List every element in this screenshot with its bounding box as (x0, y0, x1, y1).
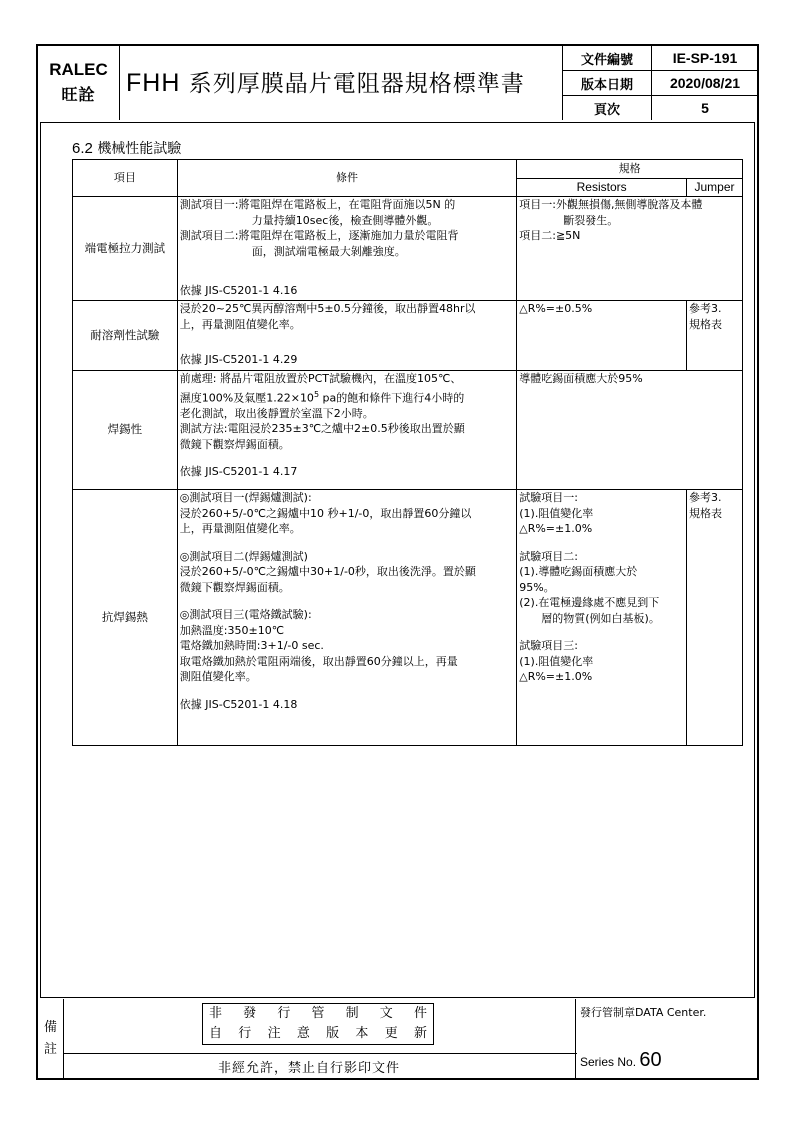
cond-exponent: 5 (313, 389, 320, 399)
cond-reference: 依據 JIS-C5201-1 4.16 (179, 284, 298, 297)
col-header-resistors: Resistors (517, 178, 687, 197)
row-spec: 導體吃錫面積應大於95% (517, 371, 743, 490)
test-spec-table (72, 159, 743, 746)
stamp-char: 版 (326, 1026, 340, 1041)
spec-line: (2).在電極邊緣處不應見到下 (519, 596, 660, 609)
spec-line: 斷裂發生。 (563, 213, 619, 227)
stamp-char: 發 (243, 1006, 257, 1021)
table-row (73, 490, 743, 746)
remarks-char: 備 (43, 1020, 57, 1035)
spec-line: 試驗項目二: (519, 549, 578, 563)
spec-line: 參考3. (689, 491, 722, 504)
stamp-char: 行 (277, 1006, 291, 1021)
spec-line: (1).阻值變化率 (519, 506, 594, 520)
meta-page-value: 5 (701, 100, 709, 116)
stamp-char: 新 (413, 1026, 427, 1041)
row-spec-resistors: △R%=±0.5% (517, 301, 687, 371)
spec-line: 規格表 (689, 317, 723, 331)
stamp-char: 意 (296, 1026, 310, 1041)
section-number: 6.2 (72, 140, 93, 157)
cond-line: 面，測試端電極最大剝離強度。 (251, 244, 406, 258)
stamp-char: 非 (209, 1006, 223, 1021)
cond-line: 微鏡下觀察焊錫面積。 (179, 580, 290, 594)
stamp-char: 行 (238, 1026, 252, 1041)
cond-text: pa的飽和條件下進行4小時的 (319, 391, 465, 405)
meta-date-value: 2020/08/21 (652, 71, 759, 96)
col-header-item: 項目 (73, 160, 178, 197)
row-spec-jumper (687, 301, 743, 371)
spec-line: 試驗項目三: (519, 639, 578, 652)
cond-line: 測試方法:電阻浸於235±3℃之爐中2±0.5秒後取出置於顯 (179, 422, 465, 436)
stamp-line (203, 1004, 433, 1024)
meta-date-label: 版本日期 (563, 71, 652, 96)
cond-line: 上，再量測阻值變化率。 (179, 317, 301, 331)
document-meta (562, 46, 758, 120)
company-logo (38, 46, 120, 120)
spec-line: 95%。 (519, 580, 555, 594)
stamp-line (203, 1024, 433, 1044)
stamp-char: 自 (209, 1026, 223, 1041)
stamp-char: 文 (379, 1006, 393, 1021)
document-title (120, 46, 562, 120)
stamp-char: 本 (355, 1026, 369, 1041)
row-condition (177, 301, 516, 371)
series-value: 60 (639, 1049, 662, 1071)
document-header (38, 46, 757, 120)
row-spec-resistors (517, 490, 687, 746)
row-condition (177, 490, 516, 746)
row-spec (517, 197, 743, 301)
spec-line: (1).導體吃錫面積應大於 (519, 565, 638, 578)
spec-line: (1).阻值變化率 (519, 654, 594, 668)
row-item: 耐溶劑性試驗 (73, 301, 178, 371)
remarks-char: 註 (43, 1042, 57, 1057)
publisher-label: 發行管制章DATA Center. (580, 1006, 707, 1019)
stamp-char: 管 (311, 1006, 325, 1021)
spec-line: △R%=±1.0% (519, 670, 593, 683)
cond-line: 老化測試，取出後靜置於室溫下2小時。 (179, 406, 374, 420)
footer-divider (63, 1053, 577, 1054)
title-text: 系列厚膜晶片電阻器規格標準書 (188, 71, 525, 97)
table-row (73, 371, 743, 490)
cond-reference: 依據 JIS-C5201-1 4.29 (179, 353, 298, 366)
meta-doc-no-value: IE-SP-191 (652, 46, 759, 71)
table-row (73, 301, 743, 371)
spec-line: △R%=±1.0% (519, 522, 593, 535)
cond-line: 浸於20~25℃異丙醇溶劑中5±0.5分鐘後，取出靜置48hr以 (179, 302, 476, 315)
col-header-jumper: Jumper (687, 178, 743, 197)
cond-line: 浸於260+5/-0℃之錫爐中10 秒+1/-0，取出靜置60分鐘以 (179, 506, 472, 520)
cond-line: ◎測試項目一(焊錫爐測試): (179, 491, 312, 504)
col-header-condition: 條件 (177, 160, 516, 197)
meta-page-label: 頁次 (563, 96, 652, 121)
meta-doc-no-label: 文件編號 (563, 46, 652, 71)
section-heading (72, 138, 181, 158)
cond-line: 力量持續10sec後，檢查側導體外觀。 (251, 213, 439, 227)
document-footer (38, 999, 757, 1078)
cond-reference: 依據 JIS-C5201-1 4.17 (179, 465, 298, 479)
cond-text: 濕度100%及氣壓1.22×10 (179, 391, 314, 405)
stamp-char: 件 (413, 1006, 427, 1021)
company-name-en: RALEC (49, 60, 108, 79)
cond-line: ◎測試項目三(電烙鐵試驗): (179, 608, 312, 621)
cond-line: 測試項目一:將電阻焊在電路板上，在電阻背面施以5N 的 (179, 198, 456, 211)
series-label: Series No. (580, 1055, 637, 1069)
cond-line: ◎測試項目二(焊錫爐測試) (179, 549, 308, 563)
section-title: 機械性能試驗 (97, 141, 182, 157)
stamp-char: 注 (267, 1026, 281, 1041)
cond-reference: 依據 JIS-C5201-1 4.18 (179, 697, 298, 711)
spec-line: 項目一:外觀無損傷,無側導脫落及本體 (519, 198, 703, 211)
control-stamp (202, 1003, 434, 1045)
series-number (580, 1049, 662, 1072)
cond-line: 測阻值變化率。 (179, 670, 257, 683)
cond-line: 測試項目二:將電阻焊在電路板上，逐漸施加力量於電阻背 (179, 229, 459, 242)
spec-line: 層的物質(例如白基板)。 (541, 611, 660, 625)
company-name-zh: 旺詮 (61, 85, 96, 104)
spec-line: 試驗項目一: (519, 491, 578, 504)
row-item: 焊錫性 (73, 371, 178, 490)
spec-line: 參考3. (689, 302, 722, 315)
row-condition (177, 197, 516, 301)
row-spec-jumper (687, 490, 743, 746)
row-condition (177, 371, 516, 490)
cond-line: 上，再量測阻值變化率。 (179, 522, 301, 535)
col-header-spec: 規格 (517, 160, 743, 179)
issue-control-box (575, 999, 758, 1078)
spec-line: 規格表 (689, 506, 723, 520)
row-item: 抗焊錫熱 (73, 490, 178, 746)
spec-line: 項目二:≧5N (519, 229, 581, 242)
title-series: FHH (126, 69, 181, 97)
cond-line: 取電烙鐵加熱於電阻兩端後，取出靜置60分鐘以上，再量 (179, 654, 458, 668)
stamp-char: 更 (384, 1026, 398, 1041)
cond-line: 加熱溫度:350±10℃ (179, 623, 285, 637)
cond-line: 浸於260+5/-0℃之錫爐中30+1/-0秒，取出後洗淨。置於顯 (179, 565, 476, 578)
stamp-char: 制 (345, 1006, 359, 1021)
copy-warning: 非經允許，禁止自行影印文件 (218, 1061, 401, 1076)
remarks-label (38, 999, 64, 1078)
cond-line: 電烙鐵加熱時間:3+1/-0 sec. (179, 639, 324, 652)
cond-line: 前處理: 將晶片電阻放置於PCT試驗機內，在溫度105℃、 (179, 372, 462, 385)
cond-line: 微鏡下觀察焊錫面積。 (179, 437, 290, 451)
row-item: 端電極拉力測試 (73, 197, 178, 301)
table-row (73, 197, 743, 301)
cond-line (180, 387, 514, 406)
